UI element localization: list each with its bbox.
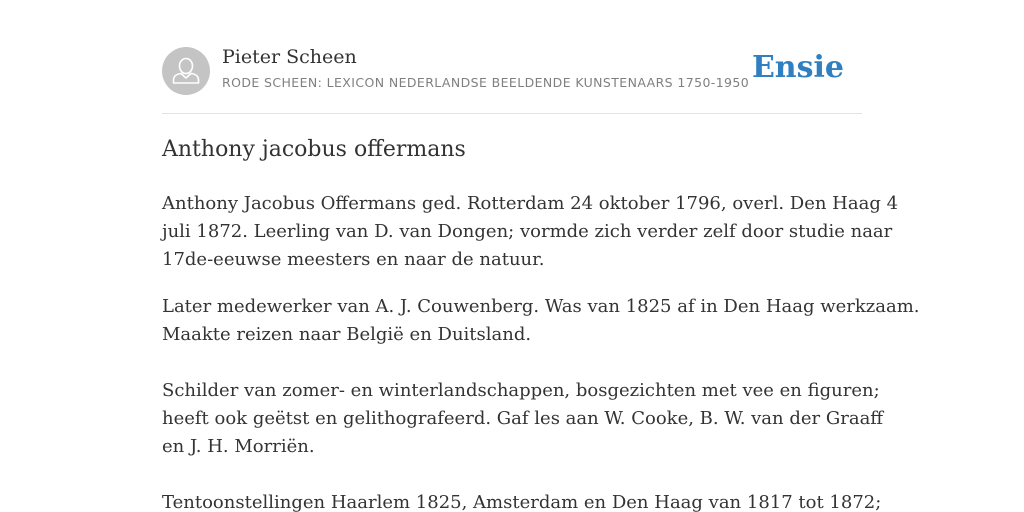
text-line: Maakte reizen naar België en Duitsland.	[162, 324, 532, 345]
text-line: 17de-eeuwse meesters en naar de natuur.	[162, 249, 545, 270]
text-line: Anthony Jacobus Offermans ged. Rotterdam 24 oktober 1796, overl. Den Haag 4	[162, 193, 899, 214]
article-header	[162, 46, 862, 96]
text-line: Later medewerker van A. J. Couwenberg. Was van 1825 af in Den Haag werkzaam.	[162, 296, 920, 317]
line-break	[162, 461, 862, 489]
text-line: Tentoonstellingen Haarlem 1825, Amsterdam en Den Haag van 1817 tot 1872;	[162, 492, 882, 512]
article-body	[162, 190, 920, 512]
text-line: en J. H. Morriën.	[162, 436, 315, 457]
text-line: juli 1872. Leerling van D. van Dongen; vormde zich verder zelf door studie naar	[162, 221, 893, 242]
page-title: Anthony jacobus offermans	[162, 137, 466, 162]
text-line: Schilder van zomer- en winterlandschappen, bosgezichten met vee en figuren;	[162, 380, 880, 401]
author-name[interactable]: Pieter Scheen	[222, 46, 357, 68]
person-outline-icon	[162, 47, 210, 95]
paragraph-career	[162, 293, 920, 512]
text-line: heeft ook geëtst en gelithografeerd. Gaf les aan W. Cooke, B. W. van der Graaff	[162, 408, 884, 429]
source-title[interactable]: RODE SCHEEN: LEXICON NEDERLANDSE BEELDENDE KUNSTENAARS 1750-1950	[222, 75, 750, 90]
header-divider	[162, 113, 862, 114]
line-break	[162, 349, 862, 377]
brand-logo[interactable]: Ensie	[751, 50, 844, 85]
user-avatar-icon[interactable]	[162, 47, 210, 95]
paragraph-intro	[162, 190, 899, 274]
